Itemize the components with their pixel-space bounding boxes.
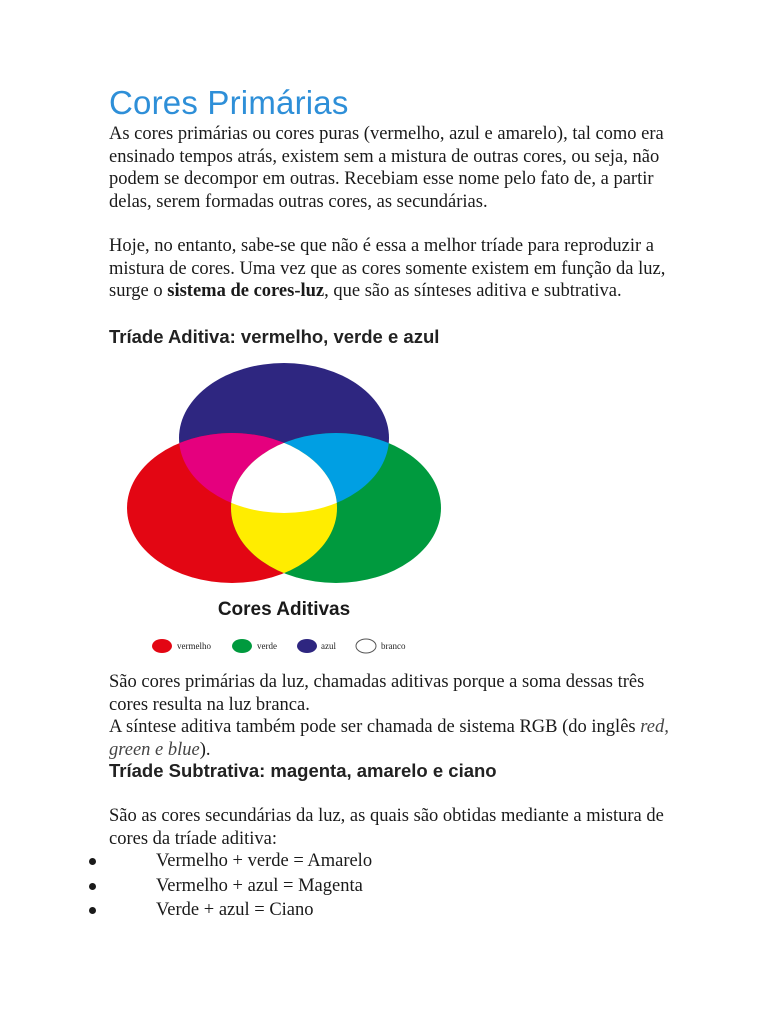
- list-item-text: Verde + azul = Ciano: [156, 900, 314, 920]
- legend-swatch-white: [356, 639, 376, 653]
- bullet-icon: [89, 907, 96, 914]
- rgb-italic-text: red, green e blue: [109, 717, 669, 760]
- legend-swatch-blue: [297, 639, 317, 653]
- additive-desc-line1: São cores primárias da luz, chamadas aditivas porque a soma dessas três cores resulta na luz branca.: [109, 672, 645, 715]
- additive-description: [109, 671, 669, 761]
- intro-p2-text-end: , que são as sínteses aditiva e subtrativa.: [324, 281, 622, 301]
- list-item-text: Vermelho + verde = Amarelo: [156, 851, 373, 871]
- page-title: Cores Primárias: [109, 84, 349, 121]
- bullet-icon: [89, 883, 96, 890]
- figure-legend: [152, 639, 406, 653]
- legend-swatch-red: [152, 639, 172, 653]
- figure-caption: Cores Aditivas: [217, 599, 351, 620]
- list-item-text: Vermelho + azul = Magenta: [156, 875, 363, 896]
- color-light-system-term: sistema de cores-luz: [167, 281, 325, 301]
- subtractive-triad-heading: Tríade Subtrativa: magenta, amarelo e ciano: [109, 760, 497, 781]
- legend-label-red: vermelho: [177, 641, 211, 651]
- intro-p2-text-start: Hoje, no entanto, sabe-se que não é essa a melhor tríade para reproduzir a mistura de cores. Uma vez que as cores somente existem em função da luz, surge o: [109, 236, 666, 301]
- legend-label-blue: azul: [321, 641, 336, 651]
- legend-label-green: verde: [257, 641, 277, 651]
- additive-desc-line2-start: A síntese aditiva também pode ser chamada de sistema RGB (do inglês: [109, 717, 641, 737]
- additive-desc-line2-end: ).: [199, 739, 211, 760]
- intro-paragraph-2: [109, 235, 669, 303]
- intro-paragraph-1: As cores primárias ou cores puras (vermelho, azul e amarelo), tal como era ensinado tempos atrás, existem sem a mistura de outras cores, ou seja, não podem se decompor em outras. Recebiam esse nome pelo fato de, a partir delas, serem formadas outras cores, as secundárias.: [109, 124, 664, 212]
- additive-triad-heading: Tríade Aditiva: vermelho, verde e azul: [109, 326, 440, 347]
- legend-label-white: branco: [381, 641, 406, 651]
- additive-colors-venn-figure: [110, 358, 450, 658]
- legend-swatch-green: [232, 639, 252, 653]
- subtractive-description: São as cores secundárias da luz, as quais são obtidas mediante a mistura de cores da tríade aditiva:: [109, 806, 664, 849]
- bullet-icon: [89, 858, 96, 865]
